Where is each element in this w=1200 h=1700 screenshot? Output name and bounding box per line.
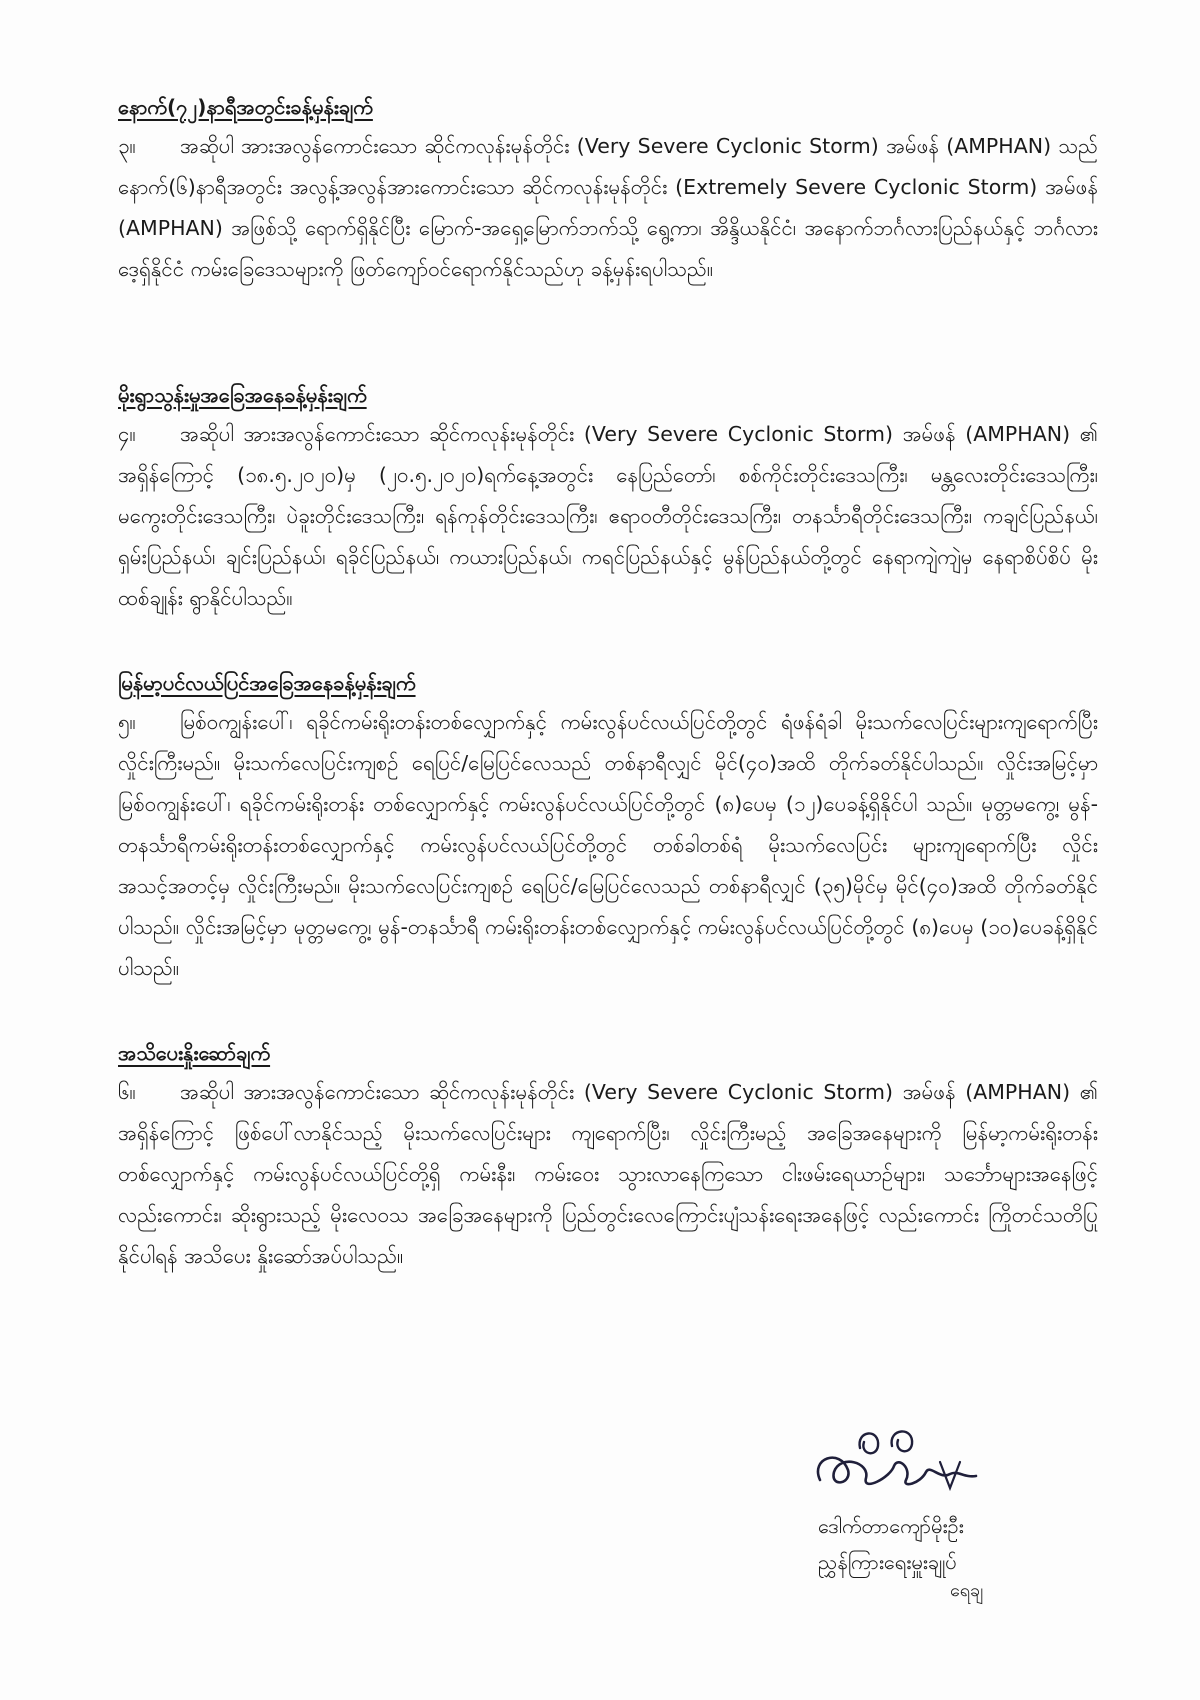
paragraph-text: အဆိုပါ အားအလွန်ကောင်းသော ဆိုင်ကလုန်းမုန်တိုင်း (Very Severe Cyclonic Storm) အမ်ဖန် (AMPHAN) ၏ အရှိန်ကြောင့် (၁၈.၅.၂၀၂၀)မှ (၂၀.၅.၂၀၂၀)ရက်နေ့အတွင်း နေပြည်တော်၊ စစ်ကိုင်းတိုင်းဒေသကြီး၊ မန္တလေးတိုင်းဒေသကြီး၊ မကွေးတိုင်းဒေသကြီး၊ ပဲခူးတိုင်းဒေသကြီး၊ ရန်ကုန်တိုင်းဒေသကြီး၊ ဧရာဝတီတိုင်းဒေသကြီး၊ တနင်္သာရီတိုင်းဒေသကြီး၊ ကချင်ပြည်နယ်၊ ရှမ်းပြည်နယ်၊ ချင်းပြည်နယ်၊ ရခိုင်ပြည်နယ်၊ ကယားပြည်နယ်၊ ကရင်ပြည်နယ်နှင့် မွန်ပြည်နယ်တို့တွင် နေရာကျဲကျဲမှ နေရာစိပ်စိပ် မိုးထစ်ချုန်း ရွာနိုင်ပါသည်။: [118, 422, 1098, 610]
section-heading: မြန်မာ့ပင်လယ်ပြင်အခြေအနေခန့်မှန်းချက်: [118, 671, 416, 695]
handwritten-signature: [800, 1418, 990, 1508]
paragraph-text: အဆိုပါ အားအလွန်ကောင်းသော ဆိုင်ကလုန်းမုန်တိုင်း (Very Severe Cyclonic Storm) အမ်ဖန် (AMPHAN) သည် နောက်(၆)နာရီအတွင်း အလွန့်အလွန်အားကောင်းသော ဆိုင်ကလုန်းမုန်တိုင်း (Extremely Severe Cyclonic Storm) အမ်ဖန် (AMPHAN) အဖြစ်သို့ ရောက်ရှိနိုင်ပြီး မြောက်-အရှေ့မြောက်ဘက်သို့ ရွေ့ကာ၊ အိန္ဒိယနိုင်ငံ၊ အနောက်ဘင်္ဂလားပြည်နယ်နှင့် ဘင်္ဂလားဒေ့ရှ်နိုင်ငံ ကမ်းခြေဒေသများကို ဖြတ်ကျော်ဝင်ရောက်နိုင်သည်ဟု ခန့်မှန်းရပါသည်။: [118, 134, 1098, 281]
section-heading: နောက်(၇၂)နာရီအတွင်းခန့်မှန်းချက်: [118, 95, 373, 119]
paragraph-text: မြစ်ဝကျွန်းပေါ်၊ ရခိုင်ကမ်းရိုးတန်းတစ်လျှောက်နှင့် ကမ်းလွန်ပင်လယ်ပြင်တို့တွင် ရံဖန်ရံခါ မိုးသက်လေပြင်းများကျရောက်ပြီး လှိုင်းကြီးမည်။ မိုးသက်လေပြင်းကျစဉ် ရေပြင်/မြေပြင်လေသည် တစ်နာရီလျှင် မိုင်(၄၀)အထိ တိုက်ခတ်နိုင်ပါသည်။ လှိုင်းအမြင့်မှာ မြစ်ဝကျွန်းပေါ်၊ ရခိုင်ကမ်းရိုးတန်း တစ်လျှောက်နှင့် ကမ်းလွန်ပင်လယ်ပြင်တို့တွင် (၈)ပေမှ (၁၂)ပေခန့်ရှိနိုင်ပါ သည်။ မုတ္တမကွေ့၊ မွန်-တနင်္သာရီကမ်းရိုးတန်းတစ်လျှောက်နှင့် ကမ်းလွန်ပင်လယ်ပြင်တို့တွင် တစ်ခါတစ်ရံ မိုးသက်လေပြင်း များကျရောက်ပြီး လှိုင်းအသင့်အတင့်မှ လှိုင်းကြီးမည်။ မိုးသက်လေပြင်းကျစဉ် ရေပြင်/မြေပြင်လေသည် တစ်နာရီလျှင် (၃၅)မိုင်မှ မိုင်(၄၀)အထိ တိုက်ခတ်နိုင်ပါသည်။ လှိုင်းအမြင့်မှာ မုတ္တမကွေ့၊ မွန်-တနင်္သာရီ ကမ်းရိုးတန်းတစ်လျှောက်နှင့် ကမ်းလွန်ပင်လယ်ပြင်တို့တွင် (၈)ပေမှ (၁၀)ပေခန့်ရှိနိုင်ပါသည်။: [118, 710, 1098, 980]
signer-name: ဒေါက်တာကျော်မိုးဦး: [818, 1514, 964, 1538]
paragraph-number: ၃။: [118, 134, 136, 158]
section-paragraph: [118, 702, 1098, 989]
paragraph-number: ၄။: [118, 422, 136, 446]
section-warning-notice: [118, 1038, 1098, 1277]
signer-initials: ရေချ: [950, 1580, 984, 1601]
signature-block: [800, 1418, 1100, 1602]
section-heading: မိုးရွာသွန်းမှုအခြေအနေခန့်မှန်းချက်: [118, 383, 367, 407]
section-72-hour-forecast: [118, 92, 1098, 290]
paragraph-number: ၆။: [118, 1080, 136, 1104]
section-paragraph: [118, 414, 1098, 619]
section-paragraph: [118, 1072, 1098, 1277]
section-paragraph: [118, 126, 1098, 290]
section-rainfall-forecast: [118, 380, 1098, 619]
section-heading: အသိပေးနှိုးဆော်ချက်: [118, 1041, 271, 1065]
paragraph-text: အဆိုပါ အားအလွန်ကောင်းသော ဆိုင်ကလုန်းမုန်တိုင်း (Very Severe Cyclonic Storm) အမ်ဖန် (AMPHAN) ၏ အရှိန်ကြောင့် ဖြစ်ပေါ်လာနိုင်သည့် မိုးသက်လေပြင်းများ ကျရောက်ပြီး၊ လှိုင်းကြီးမည့် အခြေအနေများကို မြန်မာ့ကမ်းရိုးတန်းတစ်လျှောက်နှင့် ကမ်းလွန်ပင်လယ်ပြင်တို့ရှိ ကမ်းနီး၊ ကမ်းဝေး သွားလာနေကြသော ငါးဖမ်းရေယာဉ်များ၊ သင်္ဘောများအနေဖြင့် လည်းကောင်း၊ ဆိုးရွားသည့် မိုးလေဝသ အခြေအနေများကို ပြည်တွင်းလေကြောင်းပျံသန်းရေးအနေဖြင့် လည်းကောင်း ကြိုတင်သတိပြုနိုင်ပါရန် အသိပေး နှိုးဆော်အပ်ပါသည်။: [118, 1080, 1098, 1268]
section-sea-condition-forecast: [118, 668, 1098, 989]
paragraph-number: ၅။: [118, 710, 136, 734]
signer-title: ညွှန်ကြားရေးမှူးချုပ်: [818, 1550, 957, 1574]
